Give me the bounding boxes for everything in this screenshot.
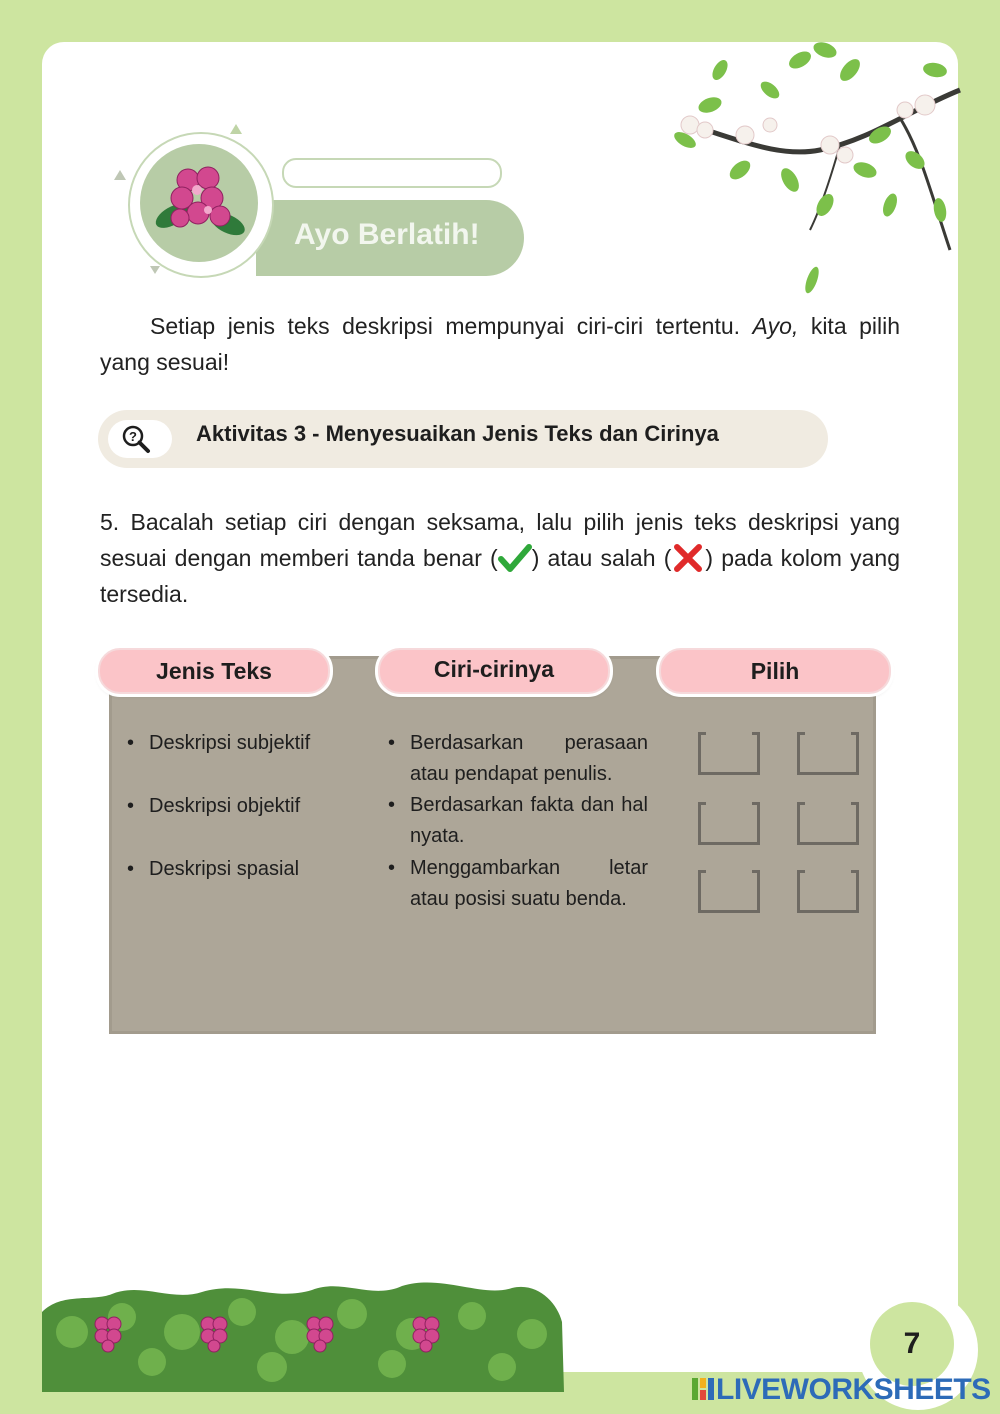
answer-box-row1-b[interactable] xyxy=(797,732,859,775)
liveworksheets-text: LIVEWORKSHEETS xyxy=(716,1373,991,1406)
question-part-1: 5. Bacalah setiap ciri dengan seksama, lalu pilih jenis teks deskripsi yang sesuai dengan memberi tanda benar ( xyxy=(100,509,900,571)
branch-decoration xyxy=(650,30,970,300)
ciri-item: • Menggambarkan letar atau posisi suatu benda. xyxy=(388,853,648,915)
jenis-item: • Deskripsi subjektif xyxy=(127,728,357,791)
answer-box-row2-b[interactable] xyxy=(797,802,859,845)
page-number: 7 xyxy=(903,1327,921,1360)
orchid-flower-icon xyxy=(150,158,250,248)
search-question-icon xyxy=(120,423,152,455)
decor-triangle xyxy=(230,124,242,134)
jenis-item: • Deskripsi objektif xyxy=(127,791,357,854)
answer-box-row3-b[interactable] xyxy=(797,870,859,913)
liveworksheets-mark-icon xyxy=(692,1376,714,1402)
svg-text:?: ? xyxy=(129,429,137,444)
decor-triangle xyxy=(150,266,160,274)
answer-box-row1-a[interactable] xyxy=(698,732,760,775)
decor-triangle xyxy=(114,170,126,180)
ciri-list xyxy=(388,728,648,915)
jenis-item: • Deskripsi spasial xyxy=(127,854,357,917)
ciri-item: • Berdasarkan perasaan atau pendapat penulis. xyxy=(388,728,648,790)
answer-box-row2-a[interactable] xyxy=(698,802,760,845)
question-part-3: ) pada kolom yang tersedia. xyxy=(100,545,900,607)
liveworksheets-logo[interactable] xyxy=(692,1372,991,1408)
header-pilih: Pilih xyxy=(659,648,891,694)
ciri-item: • Berdasarkan fakta dan hal nyata. xyxy=(388,790,648,853)
header-ribbon-outline xyxy=(282,158,502,188)
question-part-2: ) atau salah ( xyxy=(531,545,672,571)
question-text xyxy=(100,504,900,612)
header-jenis-teks: Jenis Teks xyxy=(98,648,330,694)
check-icon xyxy=(498,543,532,573)
header-title: Ayo Berlatih! xyxy=(294,218,480,251)
header-ciri-cirinya: Ciri-cirinya xyxy=(378,648,610,694)
cross-icon xyxy=(671,543,705,573)
intro-text-1: Setiap jenis teks deskripsi mempunyai ciri-ciri tertentu. xyxy=(150,313,753,339)
intro-paragraph xyxy=(100,308,900,380)
jenis-teks-list xyxy=(127,728,357,917)
bush-decoration xyxy=(42,1272,572,1392)
intro-emphasis: Ayo, xyxy=(752,313,799,339)
intro-text-2: kita pilih yang sesuai! xyxy=(100,313,901,375)
answer-box-row3-a[interactable] xyxy=(698,870,760,913)
activity-title: Aktivitas 3 - Menyesuaikan Jenis Teks dan Cirinya xyxy=(196,421,719,446)
